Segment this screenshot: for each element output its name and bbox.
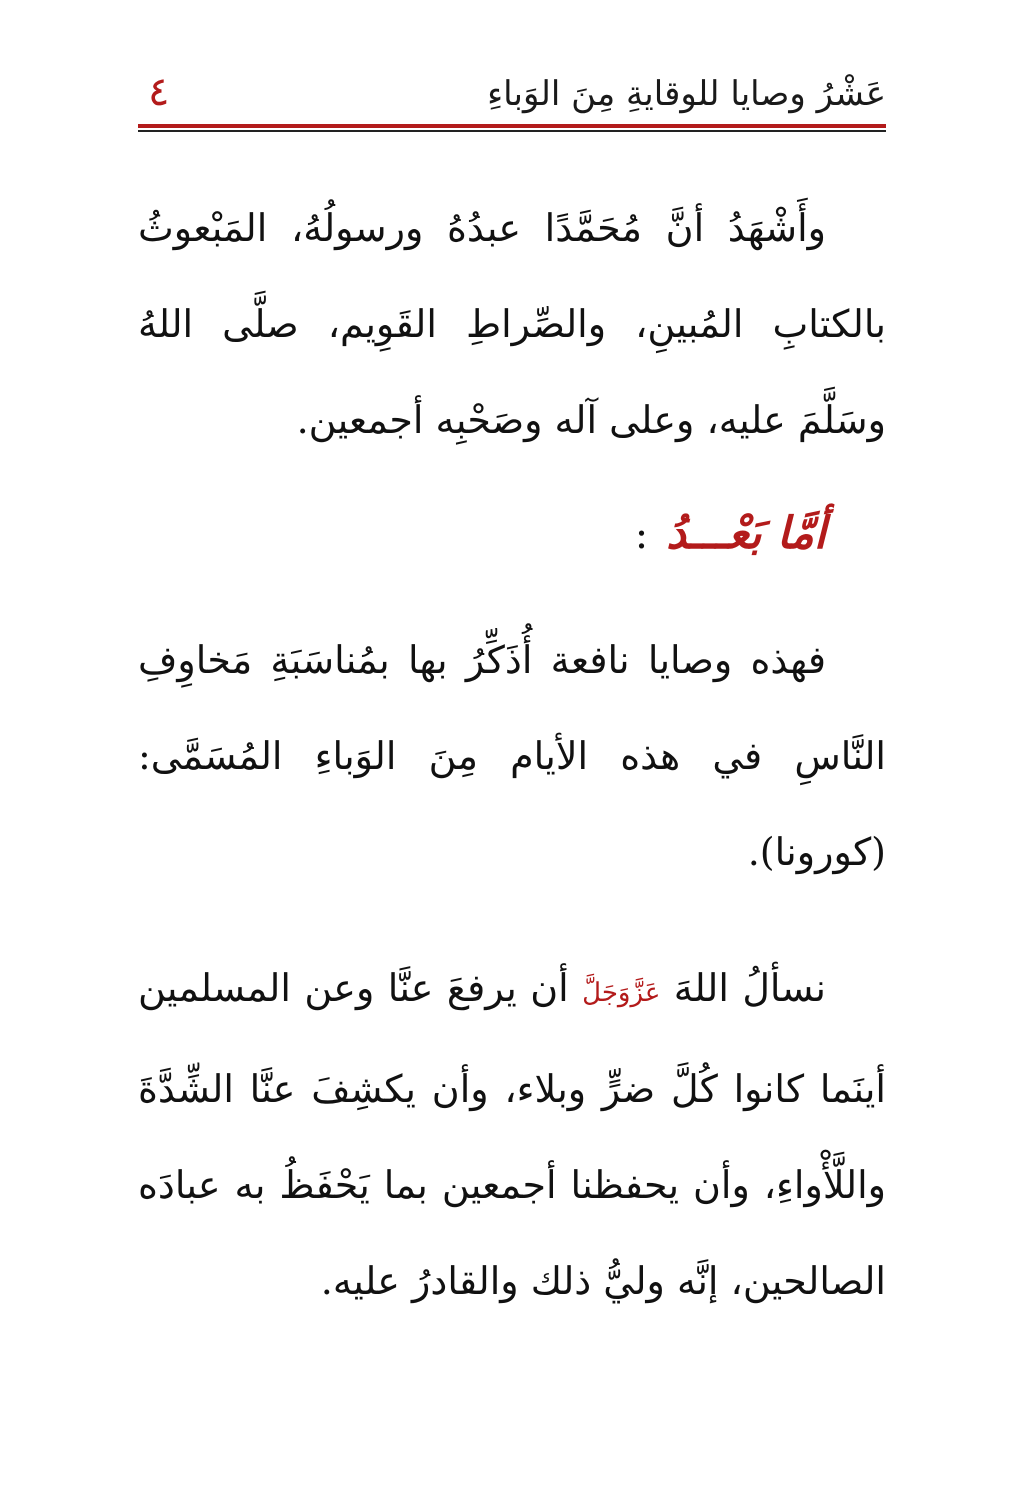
running-title: عَشْرُ وصايا للوقايةِ مِنَ الوَباءِ xyxy=(487,74,886,114)
header-rule-black xyxy=(138,130,886,132)
paragraph-gap xyxy=(138,900,886,940)
page-header xyxy=(138,64,886,136)
section-heading xyxy=(138,486,886,582)
supplication-end: أن يرفعَ عنَّا وعن المسلمين أينَما كانوا كُلَّ ضرٍّ وبلاء، وأن يكشِفَ عنَّا الشِّدَّةَ واللَّأْواءِ، وأن يحفظنا أجمعين بما يَحْفَظُ به عبادَه الصالحين، إنَّه وليُّ ذلك والقادرُ عليه. xyxy=(138,966,886,1303)
paragraph-testimony: وأَشْهَدُ أنَّ مُحَمَّدًا عبدُهُ ورسولُهُ، المَبْعوثُ بالكتابِ المُبينِ، والصِّراطِ القَوِيم، صلَّى اللهُ وسَلَّمَ عليه، وعلى آله وصَحْبِه أجمعين. xyxy=(138,206,886,442)
paragraph-supplication xyxy=(138,940,886,1329)
page-body xyxy=(138,180,886,1329)
honorific-glyph: عَزَّوَجَلَّ xyxy=(582,978,661,1008)
heading-colon: : xyxy=(634,512,649,558)
paragraph-intro: فهذه وصايا نافعة أُذَكِّرُ بها بمُناسَبَةِ مَخاوِفِ النَّاسِ في هذه الأيام مِنَ الوَباءِ المُسَمَّى: (كورونا). xyxy=(138,638,886,874)
supplication-start: نسألُ اللهَ xyxy=(673,966,826,1010)
header-rule-red xyxy=(138,124,886,128)
heading-amma-baad: أمَّا بَعْـــدُ xyxy=(666,508,826,559)
page-number: ٤ xyxy=(148,69,170,115)
